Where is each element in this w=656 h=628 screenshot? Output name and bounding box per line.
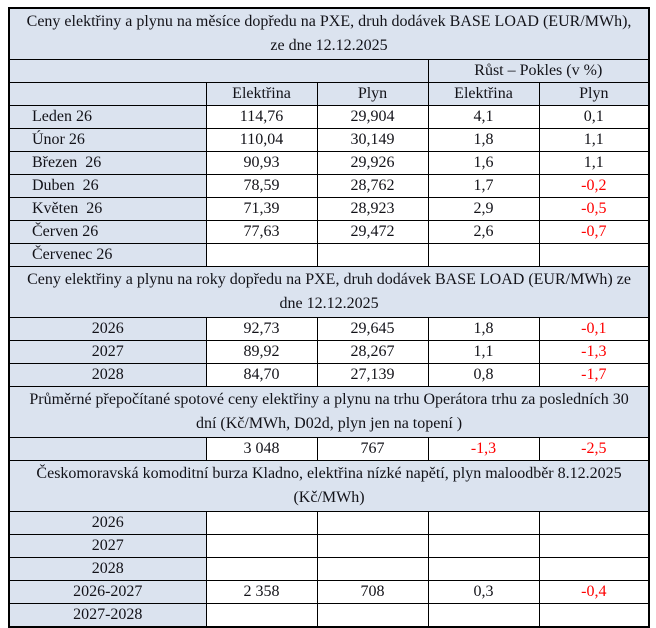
value-cell: -2,5: [539, 438, 649, 461]
value-cell: [428, 604, 539, 628]
section-title-line: Ceny elektřiny a plynu na měsíce dopředu na PXE, druh dodávek BASE LOAD (EUR/MWh),: [26, 13, 632, 30]
row-label-cell: [9, 438, 206, 461]
value-cell: [206, 535, 317, 558]
table-row: [9, 106, 649, 129]
row-label-cell: Únor 26: [9, 129, 206, 152]
table-row: [9, 221, 649, 244]
section-title-line: Ceny elektřiny a plynu na roky dopředu na PXE, druh dodávek BASE LOAD (EUR/MWh) ze: [27, 271, 631, 288]
value-cell: [317, 244, 428, 267]
value-cell: 29,472: [317, 221, 428, 244]
value-cell: -0,5: [539, 198, 649, 221]
value-cell: [317, 558, 428, 581]
value-cell: 29,926: [317, 152, 428, 175]
value-cell: 0,8: [428, 364, 539, 387]
table-row: [9, 364, 649, 387]
table-row: [9, 175, 649, 198]
value-cell: [206, 244, 317, 267]
value-cell: 28,923: [317, 198, 428, 221]
value-cell: 71,39: [206, 198, 317, 221]
value-cell: -1,3: [428, 438, 539, 461]
section-title-line: Českomoravská komoditní burza Kladno, elektřina nízké napětí, plyn maloodběr 8.12.2025: [36, 465, 622, 482]
value-cell: 2,9: [428, 198, 539, 221]
value-cell: 0,1: [539, 106, 649, 129]
value-cell: 1,8: [428, 318, 539, 341]
row-label-cell: Leden 26: [9, 106, 206, 129]
value-cell: [539, 512, 649, 535]
column-header: Plyn: [317, 83, 428, 106]
table-row: [9, 129, 649, 152]
value-cell: -0,7: [539, 221, 649, 244]
table-row: [9, 604, 649, 628]
column-header-blank: [9, 83, 206, 106]
growth-pokles-header: Růst – Pokles (v %): [428, 60, 649, 83]
table-row: [9, 438, 649, 461]
column-header: Elektřina: [428, 83, 539, 106]
value-cell: [317, 512, 428, 535]
value-cell: [317, 604, 428, 628]
value-cell: 767: [317, 438, 428, 461]
section-title: [9, 461, 649, 512]
table-row: [9, 318, 649, 341]
value-cell: -1,3: [539, 341, 649, 364]
row-label-cell: 2027: [9, 341, 206, 364]
section-title: [9, 8, 649, 60]
value-cell: -0,2: [539, 175, 649, 198]
price-table: [8, 7, 650, 628]
row-label-cell: 2028: [9, 364, 206, 387]
table-row: [9, 512, 649, 535]
row-label-cell: Březen 26: [9, 152, 206, 175]
value-cell: 29,904: [317, 106, 428, 129]
value-cell: 27,139: [317, 364, 428, 387]
row-label-cell: 2027-2028: [9, 604, 206, 628]
value-cell: 114,76: [206, 106, 317, 129]
row-label-cell: 2028: [9, 558, 206, 581]
value-cell: [428, 244, 539, 267]
value-cell: 90,93: [206, 152, 317, 175]
value-cell: [539, 244, 649, 267]
section-title: [9, 267, 649, 318]
value-cell: 708: [317, 581, 428, 604]
value-cell: 84,70: [206, 364, 317, 387]
value-cell: 1,1: [428, 341, 539, 364]
row-label-cell: 2027: [9, 535, 206, 558]
value-cell: [317, 535, 428, 558]
value-cell: [206, 558, 317, 581]
table-row: [9, 558, 649, 581]
value-cell: 30,149: [317, 129, 428, 152]
value-cell: [539, 604, 649, 628]
row-label-cell: 2026: [9, 318, 206, 341]
value-cell: [539, 535, 649, 558]
value-cell: 2,6: [428, 221, 539, 244]
table-row: [9, 581, 649, 604]
value-cell: 29,645: [317, 318, 428, 341]
value-cell: 3 048: [206, 438, 317, 461]
value-cell: 92,73: [206, 318, 317, 341]
value-cell: [428, 558, 539, 581]
value-cell: -0,4: [539, 581, 649, 604]
value-cell: 1,1: [539, 152, 649, 175]
growth-row-blank-cell: [9, 60, 428, 83]
value-cell: 89,92: [206, 341, 317, 364]
row-label-cell: 2026-2027: [9, 581, 206, 604]
value-cell: 2 358: [206, 581, 317, 604]
value-cell: 4,1: [428, 106, 539, 129]
value-cell: 1,6: [428, 152, 539, 175]
section-title-line: dne 12.12.2025: [279, 295, 379, 312]
section-title-line: Průměrné přepočítané spotové ceny elektřiny a plynu na trhu Operátora trhu za posledních 30: [29, 391, 629, 408]
value-cell: [206, 604, 317, 628]
value-cell: [206, 512, 317, 535]
table-row: [9, 535, 649, 558]
value-cell: [539, 558, 649, 581]
section-title: [9, 387, 649, 438]
column-header: Elektřina: [206, 83, 317, 106]
row-label-cell: 2026: [9, 512, 206, 535]
value-cell: 0,3: [428, 581, 539, 604]
table-row: [9, 244, 649, 267]
row-label-cell: Duben 26: [9, 175, 206, 198]
section-title-line: ze dne 12.12.2025: [270, 37, 388, 54]
value-cell: 28,267: [317, 341, 428, 364]
table-row: [9, 198, 649, 221]
value-cell: 77,63: [206, 221, 317, 244]
table-row: [9, 152, 649, 175]
value-cell: -0,1: [539, 318, 649, 341]
value-cell: [428, 535, 539, 558]
price-table-body: [9, 8, 649, 627]
value-cell: 1,8: [428, 129, 539, 152]
value-cell: 1,1: [539, 129, 649, 152]
section-title-line: dní (Kč/MWh, D02d, plyn jen na topení ): [195, 415, 463, 432]
row-label-cell: Červen 26: [9, 221, 206, 244]
table-row: [9, 341, 649, 364]
row-label-cell: Květen 26: [9, 198, 206, 221]
value-cell: 28,762: [317, 175, 428, 198]
value-cell: -1,7: [539, 364, 649, 387]
value-cell: [428, 512, 539, 535]
value-cell: 110,04: [206, 129, 317, 152]
value-cell: 1,7: [428, 175, 539, 198]
row-label-cell: Červenec 26: [9, 244, 206, 267]
section-title-line: (Kč/MWh): [293, 489, 365, 506]
column-header: Plyn: [539, 83, 649, 106]
value-cell: 78,59: [206, 175, 317, 198]
